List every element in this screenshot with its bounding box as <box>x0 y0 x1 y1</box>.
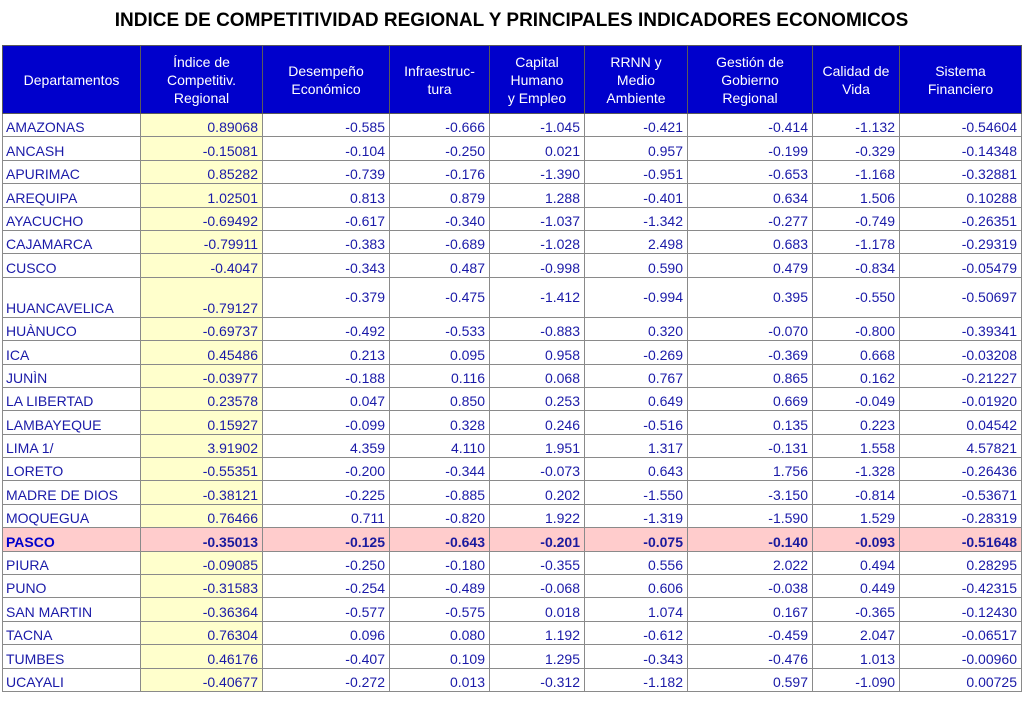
competitiveness-index-cell: -0.35013 <box>141 528 263 551</box>
indicator-value-cell: 0.328 <box>390 411 490 434</box>
indicator-value-cell: -0.29319 <box>900 230 1022 253</box>
indicator-value-cell: -1.090 <box>813 668 900 691</box>
indicator-value-cell: 1.295 <box>490 645 585 668</box>
indicator-value-cell: 1.529 <box>813 504 900 527</box>
header-indice-competitividad: Índice de Competitiv. Regional <box>141 46 263 114</box>
indicator-value-cell: 0.068 <box>490 364 585 387</box>
indicator-value-cell: 0.634 <box>688 184 813 207</box>
indicator-value-cell: -1.037 <box>490 207 585 230</box>
table-row <box>3 575 1022 598</box>
table-row <box>3 645 1022 668</box>
department-name-cell: AREQUIPA <box>3 184 141 207</box>
indicator-value-cell: 4.110 <box>390 434 490 457</box>
indicator-value-cell: -0.475 <box>390 277 490 317</box>
indicator-value-cell: -0.369 <box>688 341 813 364</box>
indicator-value-cell: 0.080 <box>390 621 490 644</box>
indicator-value-cell: 0.167 <box>688 598 813 621</box>
indicator-value-cell: -0.414 <box>688 114 813 137</box>
department-name-cell: LIMA 1/ <box>3 434 141 457</box>
competitiveness-index-cell: 0.23578 <box>141 387 263 410</box>
table-row <box>3 598 1022 621</box>
indicator-value-cell: -0.201 <box>490 528 585 551</box>
indicator-value-cell: -0.54604 <box>900 114 1022 137</box>
department-name-cell: HUÀNUCO <box>3 317 141 340</box>
indicator-value-cell: -1.168 <box>813 160 900 183</box>
indicator-value-cell: -0.049 <box>813 387 900 410</box>
indicator-value-cell: -0.06517 <box>900 621 1022 644</box>
indicator-value-cell: -0.998 <box>490 254 585 277</box>
indicator-value-cell: -0.492 <box>263 317 390 340</box>
competitiveness-index-cell: 0.89068 <box>141 114 263 137</box>
indicator-value-cell: 1.074 <box>585 598 688 621</box>
table-row <box>3 137 1022 160</box>
indicator-value-cell: 0.487 <box>390 254 490 277</box>
department-name-cell: APURIMAC <box>3 160 141 183</box>
table-body <box>3 114 1022 692</box>
indicator-value-cell: 0.135 <box>688 411 813 434</box>
indicator-value-cell: 0.162 <box>813 364 900 387</box>
indicator-value-cell: -0.254 <box>263 575 390 598</box>
indicator-value-cell: -0.951 <box>585 160 688 183</box>
indicator-value-cell: 0.668 <box>813 341 900 364</box>
table-row <box>3 481 1022 504</box>
indicator-value-cell: 0.246 <box>490 411 585 434</box>
competitiveness-index-cell: 0.46176 <box>141 645 263 668</box>
indicator-value-cell: -1.342 <box>585 207 688 230</box>
header-rrnn-medio-ambiente: RRNN y Medio Ambiente <box>585 46 688 114</box>
indicator-value-cell: -0.50697 <box>900 277 1022 317</box>
indicator-value-cell: 0.449 <box>813 575 900 598</box>
indicator-value-cell: -0.575 <box>390 598 490 621</box>
table-row <box>3 434 1022 457</box>
competitiveness-index-cell: -0.69737 <box>141 317 263 340</box>
indicator-value-cell: 0.00725 <box>900 668 1022 691</box>
indicators-table <box>2 45 1022 692</box>
indicator-value-cell: -0.199 <box>688 137 813 160</box>
table-row <box>3 411 1022 434</box>
indicator-value-cell: 0.213 <box>263 341 390 364</box>
indicator-value-cell: -1.390 <box>490 160 585 183</box>
indicator-value-cell: -0.355 <box>490 551 585 574</box>
indicator-value-cell: -0.140 <box>688 528 813 551</box>
department-name-cell: CAJAMARCA <box>3 230 141 253</box>
department-name-cell: MOQUEGUA <box>3 504 141 527</box>
table-row <box>3 184 1022 207</box>
indicator-value-cell: 1.013 <box>813 645 900 668</box>
header-desempeno-economico: Desempeño Económico <box>263 46 390 114</box>
indicator-value-cell: -0.379 <box>263 277 390 317</box>
indicator-value-cell: 0.395 <box>688 277 813 317</box>
competitiveness-index-cell: 0.45486 <box>141 341 263 364</box>
competitiveness-index-cell: -0.31583 <box>141 575 263 598</box>
competitiveness-index-cell: -0.79127 <box>141 277 263 317</box>
competitiveness-index-cell: 0.85282 <box>141 160 263 183</box>
indicator-value-cell: 0.879 <box>390 184 490 207</box>
indicator-value-cell: -0.407 <box>263 645 390 668</box>
indicator-value-cell: 0.116 <box>390 364 490 387</box>
indicator-value-cell: -0.666 <box>390 114 490 137</box>
indicator-value-cell: -0.01920 <box>900 387 1022 410</box>
indicator-value-cell: 0.643 <box>585 458 688 481</box>
indicator-value-cell: -0.32881 <box>900 160 1022 183</box>
indicator-value-cell: 0.683 <box>688 230 813 253</box>
competitiveness-index-cell: -0.36364 <box>141 598 263 621</box>
indicator-value-cell: -0.038 <box>688 575 813 598</box>
indicator-value-cell: -0.200 <box>263 458 390 481</box>
indicator-value-cell: 0.109 <box>390 645 490 668</box>
indicator-value-cell: -0.125 <box>263 528 390 551</box>
competitiveness-index-cell: 1.02501 <box>141 184 263 207</box>
table-row <box>3 668 1022 691</box>
indicator-value-cell: -0.343 <box>263 254 390 277</box>
indicator-value-cell: 0.10288 <box>900 184 1022 207</box>
indicator-value-cell: 0.021 <box>490 137 585 160</box>
indicator-value-cell: -0.12430 <box>900 598 1022 621</box>
competitiveness-index-cell: -0.38121 <box>141 481 263 504</box>
table-row <box>3 207 1022 230</box>
indicator-value-cell: 1.192 <box>490 621 585 644</box>
indicator-value-cell: -0.343 <box>585 645 688 668</box>
indicator-value-cell: -1.412 <box>490 277 585 317</box>
indicator-value-cell: 0.28295 <box>900 551 1022 574</box>
header-departamentos: Departamentos <box>3 46 141 114</box>
indicator-value-cell: -0.073 <box>490 458 585 481</box>
indicator-value-cell: -0.814 <box>813 481 900 504</box>
indicator-value-cell: -0.421 <box>585 114 688 137</box>
department-name-cell: MADRE DE DIOS <box>3 481 141 504</box>
indicator-value-cell: -0.401 <box>585 184 688 207</box>
header-infraestructura: Infraestruc- tura <box>390 46 490 114</box>
department-name-cell: LA LIBERTAD <box>3 387 141 410</box>
table-row <box>3 458 1022 481</box>
indicator-value-cell: 0.606 <box>585 575 688 598</box>
table-row <box>3 341 1022 364</box>
indicator-value-cell: 0.047 <box>263 387 390 410</box>
page-title: INDICE DE COMPETITIVIDAD REGIONAL Y PRINCIPALES INDICADORES ECONOMICOS <box>114 10 909 31</box>
indicator-value-cell: 0.202 <box>490 481 585 504</box>
indicator-value-cell: 1.506 <box>813 184 900 207</box>
table-row <box>3 621 1022 644</box>
indicator-value-cell: -0.070 <box>688 317 813 340</box>
indicator-value-cell: -0.643 <box>390 528 490 551</box>
indicator-value-cell: -0.885 <box>390 481 490 504</box>
indicator-value-cell: -0.329 <box>813 137 900 160</box>
indicator-value-cell: -0.365 <box>813 598 900 621</box>
department-name-cell: ICA <box>3 341 141 364</box>
table-row <box>3 551 1022 574</box>
department-name-cell: TACNA <box>3 621 141 644</box>
indicator-value-cell: 0.957 <box>585 137 688 160</box>
indicator-value-cell: 2.498 <box>585 230 688 253</box>
indicator-value-cell: -0.820 <box>390 504 490 527</box>
indicator-value-cell: -0.533 <box>390 317 490 340</box>
table-row <box>3 317 1022 340</box>
indicator-value-cell: -0.250 <box>263 551 390 574</box>
indicator-value-cell: 0.711 <box>263 504 390 527</box>
indicator-value-cell: 0.850 <box>390 387 490 410</box>
indicator-value-cell: -1.550 <box>585 481 688 504</box>
indicator-value-cell: 1.317 <box>585 434 688 457</box>
indicator-value-cell: 2.022 <box>688 551 813 574</box>
indicator-value-cell: -0.585 <box>263 114 390 137</box>
department-name-cell: ANCASH <box>3 137 141 160</box>
indicator-value-cell: -1.328 <box>813 458 900 481</box>
indicator-value-cell: -0.104 <box>263 137 390 160</box>
table-row <box>3 277 1022 317</box>
indicator-value-cell: -0.188 <box>263 364 390 387</box>
indicator-value-cell: -0.749 <box>813 207 900 230</box>
competitiveness-index-cell: -0.09085 <box>141 551 263 574</box>
competitiveness-index-cell: -0.69492 <box>141 207 263 230</box>
indicator-value-cell: 0.556 <box>585 551 688 574</box>
header-capital-humano: Capital Humano y Empleo <box>490 46 585 114</box>
indicator-value-cell: 0.649 <box>585 387 688 410</box>
table-row <box>3 504 1022 527</box>
indicator-value-cell: -0.739 <box>263 160 390 183</box>
indicator-value-cell: 0.669 <box>688 387 813 410</box>
competitiveness-index-cell: -0.40677 <box>141 668 263 691</box>
indicator-value-cell: 0.096 <box>263 621 390 644</box>
indicator-value-cell: 1.922 <box>490 504 585 527</box>
competitiveness-index-cell: -0.4047 <box>141 254 263 277</box>
indicator-value-cell: -0.883 <box>490 317 585 340</box>
indicator-value-cell: 4.57821 <box>900 434 1022 457</box>
indicator-value-cell: -0.277 <box>688 207 813 230</box>
table-row <box>3 254 1022 277</box>
indicator-value-cell: -0.53671 <box>900 481 1022 504</box>
competitiveness-index-cell: -0.15081 <box>141 137 263 160</box>
indicator-value-cell: -1.590 <box>688 504 813 527</box>
indicator-value-cell: 0.095 <box>390 341 490 364</box>
competitiveness-index-cell: -0.55351 <box>141 458 263 481</box>
table-row <box>3 387 1022 410</box>
department-name-cell: PASCO <box>3 528 141 551</box>
indicator-value-cell: -0.617 <box>263 207 390 230</box>
competitiveness-index-cell: 0.76304 <box>141 621 263 644</box>
indicator-value-cell: -0.26436 <box>900 458 1022 481</box>
indicator-value-cell: -0.653 <box>688 160 813 183</box>
department-name-cell: TUMBES <box>3 645 141 668</box>
indicator-value-cell: 1.288 <box>490 184 585 207</box>
indicator-value-cell: -0.099 <box>263 411 390 434</box>
department-name-cell: CUSCO <box>3 254 141 277</box>
indicator-value-cell: -0.39341 <box>900 317 1022 340</box>
indicator-value-cell: -0.459 <box>688 621 813 644</box>
table-row <box>3 230 1022 253</box>
department-name-cell: AYACUCHO <box>3 207 141 230</box>
indicator-value-cell: 0.013 <box>390 668 490 691</box>
indicator-value-cell: -0.340 <box>390 207 490 230</box>
indicator-value-cell: -0.51648 <box>900 528 1022 551</box>
header-gestion-gobierno: Gestión de Gobierno Regional <box>688 46 813 114</box>
indicator-value-cell: 2.047 <box>813 621 900 644</box>
indicator-value-cell: 0.597 <box>688 668 813 691</box>
header-sistema-financiero: Sistema Financiero <box>900 46 1022 114</box>
indicator-value-cell: -1.178 <box>813 230 900 253</box>
indicator-value-cell: -0.131 <box>688 434 813 457</box>
indicator-value-cell: -0.093 <box>813 528 900 551</box>
indicator-value-cell: 1.558 <box>813 434 900 457</box>
indicator-value-cell: 0.253 <box>490 387 585 410</box>
department-name-cell: LORETO <box>3 458 141 481</box>
indicator-value-cell: -0.28319 <box>900 504 1022 527</box>
indicator-value-cell: -0.14348 <box>900 137 1022 160</box>
competitiveness-index-cell: -0.03977 <box>141 364 263 387</box>
indicator-value-cell: -0.42315 <box>900 575 1022 598</box>
indicator-value-cell: 0.018 <box>490 598 585 621</box>
indicator-value-cell: -0.994 <box>585 277 688 317</box>
indicator-value-cell: -0.068 <box>490 575 585 598</box>
competitiveness-index-cell: 0.15927 <box>141 411 263 434</box>
indicator-value-cell: -0.269 <box>585 341 688 364</box>
indicator-value-cell: 0.320 <box>585 317 688 340</box>
indicator-value-cell: -1.132 <box>813 114 900 137</box>
indicator-value-cell: -0.383 <box>263 230 390 253</box>
indicator-value-cell: 1.951 <box>490 434 585 457</box>
indicator-value-cell: 0.767 <box>585 364 688 387</box>
department-name-cell: JUNÌN <box>3 364 141 387</box>
indicator-value-cell: -0.476 <box>688 645 813 668</box>
indicator-value-cell: 0.494 <box>813 551 900 574</box>
indicator-value-cell: -0.834 <box>813 254 900 277</box>
indicator-value-cell: -0.03208 <box>900 341 1022 364</box>
indicator-value-cell: -3.150 <box>688 481 813 504</box>
indicator-value-cell: -0.225 <box>263 481 390 504</box>
indicator-value-cell: -0.272 <box>263 668 390 691</box>
indicator-value-cell: -0.180 <box>390 551 490 574</box>
competitiveness-index-cell: 3.91902 <box>141 434 263 457</box>
indicator-value-cell: -0.05479 <box>900 254 1022 277</box>
indicator-value-cell: 0.223 <box>813 411 900 434</box>
indicator-value-cell: -0.250 <box>390 137 490 160</box>
indicator-value-cell: -0.075 <box>585 528 688 551</box>
indicator-value-cell: -1.182 <box>585 668 688 691</box>
indicator-value-cell: -0.550 <box>813 277 900 317</box>
department-name-cell: LAMBAYEQUE <box>3 411 141 434</box>
indicator-value-cell: -0.312 <box>490 668 585 691</box>
indicator-value-cell: -0.344 <box>390 458 490 481</box>
indicator-value-cell: 1.756 <box>688 458 813 481</box>
table-row <box>3 528 1022 551</box>
indicator-value-cell: -0.577 <box>263 598 390 621</box>
indicator-value-cell: 0.590 <box>585 254 688 277</box>
indicator-value-cell: 0.04542 <box>900 411 1022 434</box>
indicator-value-cell: -0.516 <box>585 411 688 434</box>
indicator-value-cell: -0.689 <box>390 230 490 253</box>
indicator-value-cell: -1.045 <box>490 114 585 137</box>
department-name-cell: UCAYALI <box>3 668 141 691</box>
indicator-value-cell: 0.865 <box>688 364 813 387</box>
competitiveness-index-cell: -0.79911 <box>141 230 263 253</box>
indicator-value-cell: -0.800 <box>813 317 900 340</box>
department-name-cell: AMAZONAS <box>3 114 141 137</box>
indicator-value-cell: -0.00960 <box>900 645 1022 668</box>
indicator-value-cell: -0.26351 <box>900 207 1022 230</box>
indicator-value-cell: -0.21227 <box>900 364 1022 387</box>
indicator-value-cell: -0.612 <box>585 621 688 644</box>
header-calidad-vida: Calidad de Vida <box>813 46 900 114</box>
department-name-cell: SAN MARTIN <box>3 598 141 621</box>
indicator-value-cell: 0.813 <box>263 184 390 207</box>
department-name-cell: PUNO <box>3 575 141 598</box>
department-name-cell: HUANCAVELICA <box>3 277 141 317</box>
competitiveness-index-cell: 0.76466 <box>141 504 263 527</box>
indicator-value-cell: 0.958 <box>490 341 585 364</box>
indicator-value-cell: -1.319 <box>585 504 688 527</box>
table-row <box>3 364 1022 387</box>
table-row <box>3 160 1022 183</box>
indicator-value-cell: -0.176 <box>390 160 490 183</box>
indicator-value-cell: -0.489 <box>390 575 490 598</box>
department-name-cell: PIURA <box>3 551 141 574</box>
indicator-value-cell: -1.028 <box>490 230 585 253</box>
header-row <box>3 46 1022 114</box>
table-row <box>3 114 1022 137</box>
indicator-value-cell: 0.479 <box>688 254 813 277</box>
indicator-value-cell: 4.359 <box>263 434 390 457</box>
